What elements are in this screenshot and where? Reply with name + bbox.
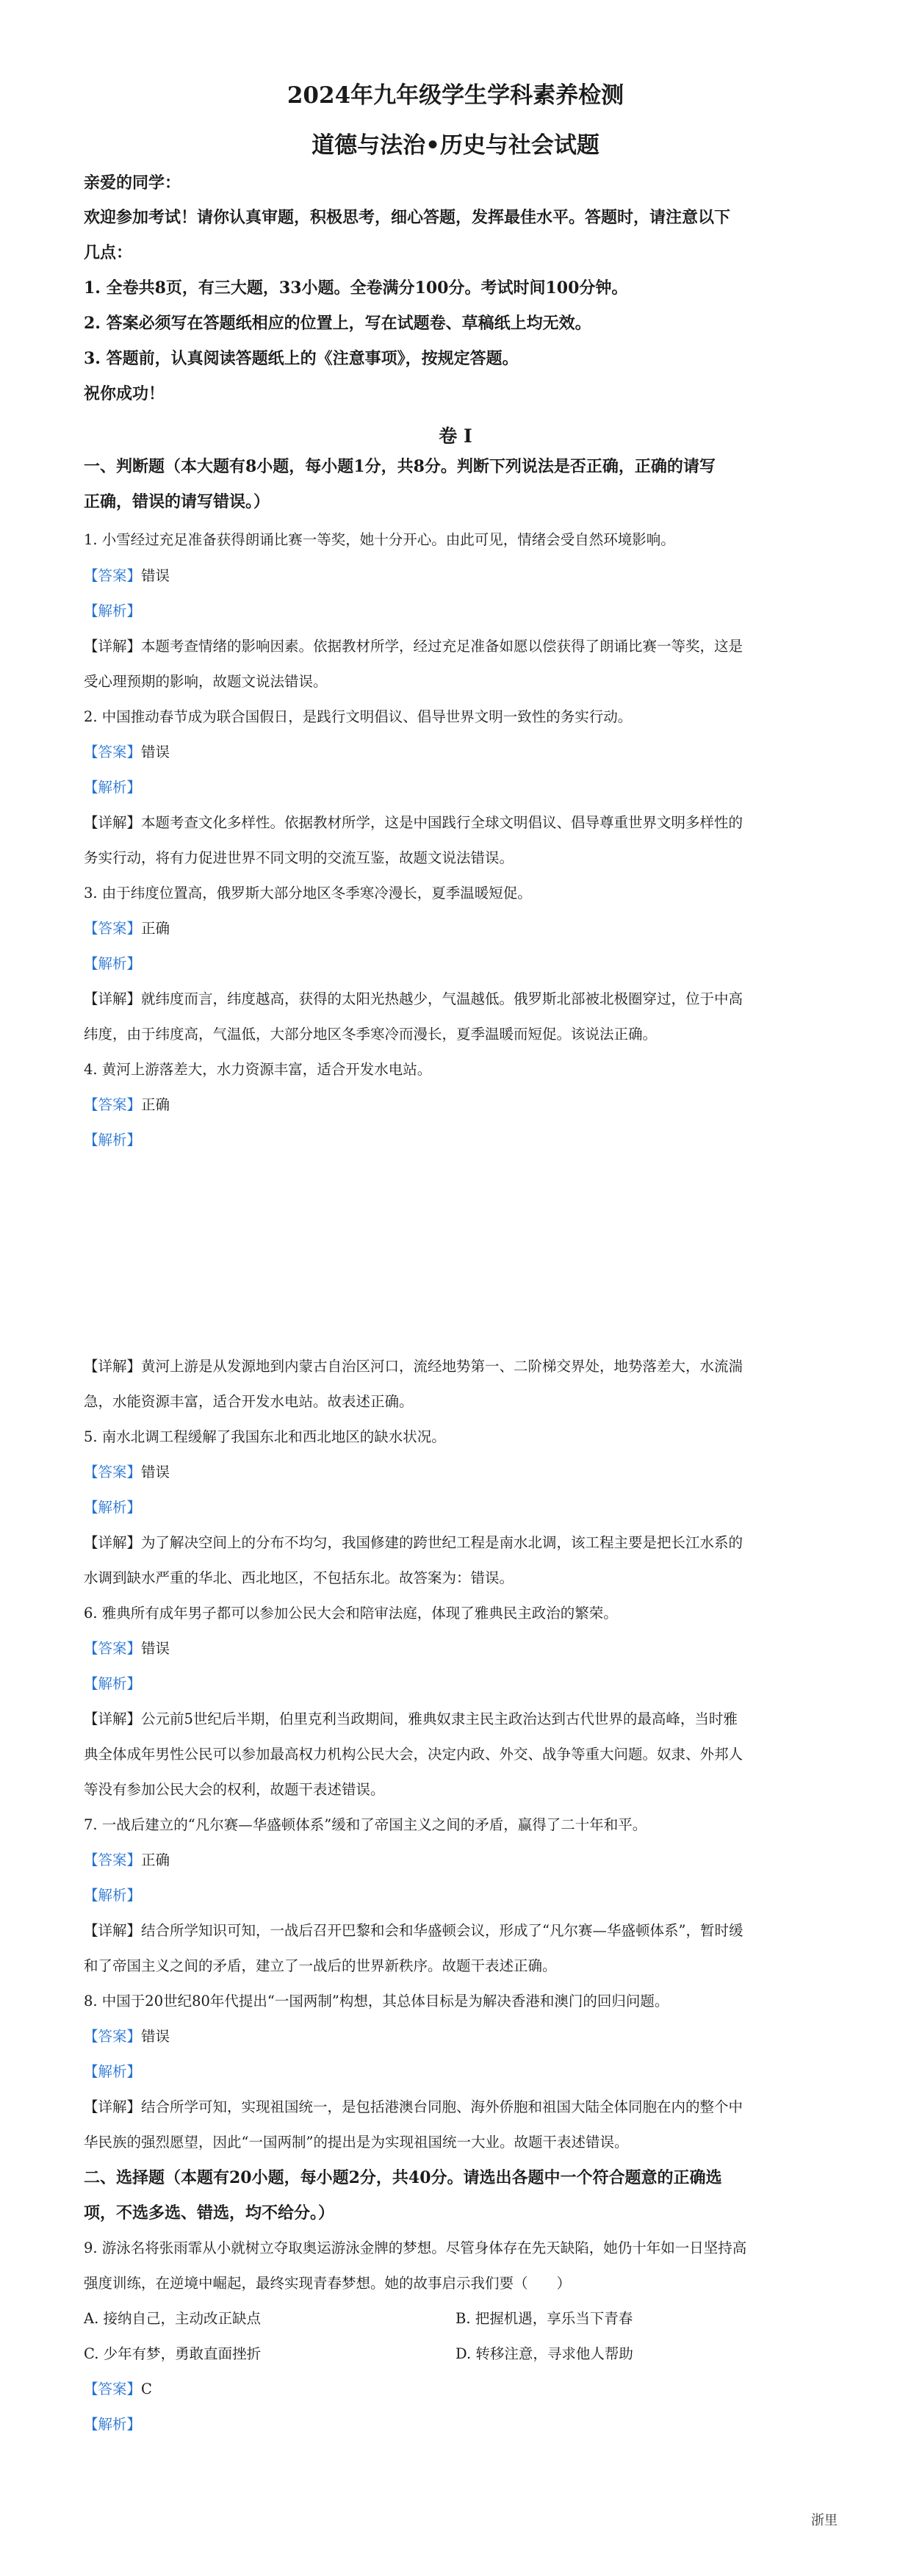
- intro-item: 1. 全卷共8页，有三大题，33小题。全卷满分100分。考试时间100分钟。: [84, 278, 628, 298]
- intro-item: 3. 答题前，认真阅读答题纸上的《注意事项》，按规定答题。: [84, 349, 519, 368]
- question-text: 8. 中国于20世纪80年代提出“一国两制”构想，其总体目标是为解决香港和澳门的回归问题。: [84, 1993, 669, 2010]
- detail-tag: 【详解】: [84, 2098, 142, 2115]
- detail-line: [84, 987, 833, 1011]
- answer-line: [84, 1848, 170, 1872]
- greeting: 亲爱的同学：: [84, 173, 181, 193]
- question-text: 6. 雅典所有成年男子都可以参加公民大会和陪审法庭，体现了雅典民主政治的繁荣。: [84, 1605, 618, 1622]
- detail-line: [84, 1354, 833, 1378]
- answer-value: C: [141, 2381, 152, 2397]
- detail-tag: 【详解】: [84, 1534, 142, 1551]
- question-text: 7. 一战后建立的“凡尔赛—华盛顿体系”缓和了帝国主义之间的矛盾，赢得了二十年和平。: [84, 1816, 647, 1833]
- part2-heading: 项，不选多选、错选，均不给分。）: [84, 2203, 335, 2223]
- detail-line: [84, 2095, 833, 2119]
- answer-value: 正确: [141, 920, 170, 937]
- answer-tag: 【答案】: [84, 2028, 142, 2045]
- answer-tag: 【答案】: [84, 1640, 142, 1657]
- detail-line: 和了帝国主义之间的矛盾，建立了一战后的世界新秩序。故题干表述正确。: [84, 1957, 557, 1974]
- detail-text: 本题考查情绪的影响因素。依据教材所学，经过充足准备如愿以偿获得了朗诵比赛一等奖，这是: [141, 638, 743, 655]
- detail-line: 务实行动，将有力促进世界不同文明的交流互鉴，故题文说法错误。: [84, 849, 514, 866]
- detail-tag: 【详解】: [84, 638, 142, 655]
- answer-line: [84, 2377, 152, 2401]
- detail-tag: 【详解】: [84, 990, 142, 1007]
- intro-item: 2. 答案必须写在答题纸相应的位置上，写在试题卷、草稿纸上均无效。: [84, 314, 591, 333]
- option-c: C. 少年有梦，勇敢直面挫折: [84, 2345, 262, 2362]
- detail-line: 急，水能资源丰富，适合开发水电站。故表述正确。: [84, 1393, 414, 1410]
- answer-tag: 【答案】: [84, 744, 142, 760]
- analysis-tag: 【解析】: [84, 2063, 142, 2080]
- detail-line: 水调到缺水严重的华北、西北地区，不包括东北。故答案为：错误。: [84, 1569, 514, 1586]
- answer-value: 错误: [141, 2028, 170, 2045]
- analysis-tag: 【解析】: [84, 1675, 142, 1692]
- analysis-tag: 【解析】: [84, 955, 142, 972]
- detail-line: 纬度，由于纬度高，气温低，大部分地区冬季寒冷而漫长，夏季温暖而短促。该说法正确。: [84, 1026, 658, 1043]
- answer-line: [84, 740, 170, 764]
- answer-value: 错误: [141, 1640, 170, 1657]
- answer-value: 正确: [141, 1852, 170, 1868]
- analysis-tag: 【解析】: [84, 779, 142, 796]
- detail-tag: 【详解】: [84, 1922, 142, 1939]
- answer-value: 错误: [141, 744, 170, 760]
- analysis-tag: 【解析】: [84, 1887, 142, 1904]
- question-text: 5. 南水北调工程缓解了我国东北和西北地区的缺水状况。: [84, 1428, 446, 1445]
- answer-line: [84, 1636, 170, 1661]
- option-a: A. 接纳自己，主动改正缺点: [84, 2310, 261, 2327]
- analysis-tag: 【解析】: [84, 1132, 142, 1148]
- answer-tag: 【答案】: [84, 1852, 142, 1868]
- part1-heading: 一、判断题（本大题有8小题，每小题1分，共8分。判断下列说法是否正确，正确的请写: [84, 457, 716, 476]
- answer-tag: 【答案】: [84, 2381, 142, 2397]
- intro-line: 几点：: [84, 243, 133, 262]
- volume-title: 卷 I: [439, 425, 472, 447]
- exam-subtitle: 道德与法治•历史与社会试题: [312, 132, 599, 159]
- detail-text: 结合所学知识可知，一战后召开巴黎和会和华盛顿会议，形成了“凡尔赛—华盛顿体系”，暂时缓: [141, 1922, 743, 1939]
- question-text: 2. 中国推动春节成为联合国假日，是践行文明倡议、倡导世界文明一致性的务实行动。: [84, 708, 633, 725]
- analysis-tag: 【解析】: [84, 2416, 142, 2433]
- detail-tag: 【详解】: [84, 1710, 142, 1727]
- option-d: D. 转移注意，寻求他人帮助: [455, 2345, 633, 2362]
- answer-line: [84, 1093, 170, 1117]
- part1-heading: 正确，错误的请写错误。）: [84, 492, 270, 511]
- analysis-tag: 【解析】: [84, 602, 142, 619]
- answer-tag: 【答案】: [84, 567, 142, 584]
- detail-line: [84, 810, 833, 835]
- detail-line: [84, 1918, 833, 1943]
- analysis-tag: 【解析】: [84, 1499, 142, 1516]
- detail-tag: 【详解】: [84, 1358, 142, 1375]
- detail-line: 华民族的强烈愿望，因此“一国两制”的提出是为实现祖国统一大业。故题干表述错误。: [84, 2134, 629, 2151]
- answer-tag: 【答案】: [84, 920, 142, 937]
- answer-line: [84, 564, 170, 588]
- option-b: B. 把握机遇，享乐当下青春: [455, 2310, 633, 2327]
- page-footer: 浙里: [811, 2513, 838, 2528]
- question-text: 9. 游泳名将张雨霏从小就树立夺取奥运游泳金牌的梦想。尽管身体存在先天缺陷，她仍十年如一日坚持高: [84, 2239, 747, 2256]
- answer-tag: 【答案】: [84, 1464, 142, 1481]
- detail-text: 就纬度而言，纬度越高，获得的太阳光热越少，气温越低。俄罗斯北部被北极圈穿过，位于中高: [141, 990, 743, 1007]
- wish: 祝你成功！: [84, 384, 165, 403]
- detail-text: 结合所学可知，实现祖国统一，是包括港澳台同胞、海外侨胞和祖国大陆全体同胞在内的整个中: [141, 2098, 743, 2115]
- detail-line: 等没有参加公民大会的权利，故题干表述错误。: [84, 1781, 385, 1798]
- detail-line: 典全体成年男性公民可以参加最高权力机构公民大会，决定内政、外交、战争等重大问题。奴隶、外邦人: [84, 1746, 743, 1763]
- detail-tag: 【详解】: [84, 814, 142, 831]
- detail-text: 公元前5世纪后半期，伯里克利当政期间，雅典奴隶主民主政治达到古代世界的最高峰，当时雅: [141, 1710, 738, 1727]
- exam-title: 2024年九年级学生学科素养检测: [287, 82, 624, 109]
- detail-line: [84, 1707, 833, 1731]
- answer-value: 正确: [141, 1096, 170, 1113]
- intro-line: 欢迎参加考试！请你认真审题，积极思考，细心答题，发挥最佳水平。答题时，请注意以下: [84, 208, 731, 227]
- detail-line: [84, 1530, 833, 1555]
- detail-line: 受心理预期的影响，故题文说法错误。: [84, 673, 328, 690]
- answer-line: [84, 1460, 170, 1484]
- answer-line: [84, 916, 170, 940]
- answer-value: 错误: [141, 567, 170, 584]
- detail-text: 为了解决空间上的分布不均匀，我国修建的跨世纪工程是南水北调，该工程主要是把长江水系的: [141, 1534, 743, 1551]
- answer-line: [84, 2024, 170, 2048]
- question-text: 3. 由于纬度位置高，俄罗斯大部分地区冬季寒冷漫长，夏季温暖短促。: [84, 885, 532, 902]
- answer-value: 错误: [141, 1464, 170, 1481]
- detail-text: 本题考查文化多样性。依据教材所学，这是中国践行全球文明倡议、倡导尊重世界文明多样性的: [141, 814, 743, 831]
- detail-text: 黄河上游是从发源地到内蒙古自治区河口，流经地势第一、二阶梯交界处，地势落差大，水流湍: [141, 1358, 743, 1375]
- question-text: 强度训练，在逆境中崛起，最终实现青春梦想。她的故事启示我们要（ ）: [84, 2275, 572, 2292]
- answer-tag: 【答案】: [84, 1096, 142, 1113]
- part2-heading: 二、选择题（本题有20小题，每小题2分，共40分。请选出各题中一个符合题意的正确选: [84, 2168, 722, 2187]
- detail-line: [84, 634, 833, 658]
- question-text: 4. 黄河上游落差大，水力资源丰富，适合开发水电站。: [84, 1061, 432, 1078]
- question-text: 1. 小雪经过充足准备获得朗诵比赛一等奖，她十分开心。由此可见，情绪会受自然环境影响。: [84, 531, 675, 548]
